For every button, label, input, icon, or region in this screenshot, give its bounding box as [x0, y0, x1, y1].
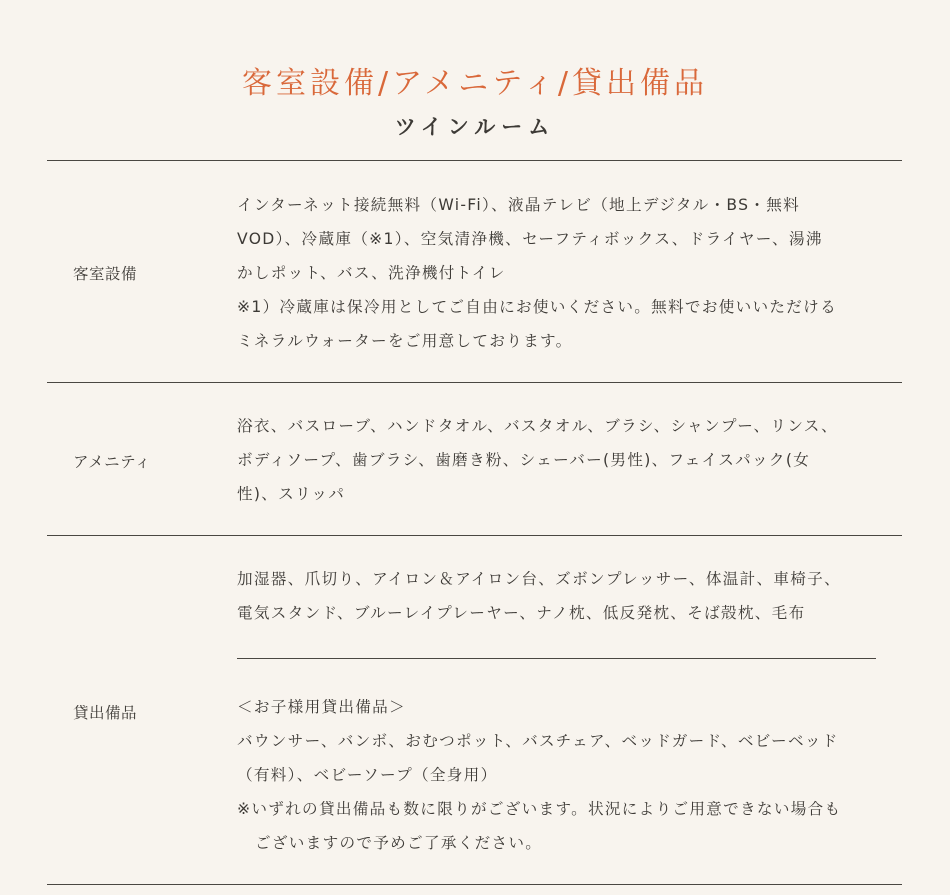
- table-top-divider: [47, 160, 902, 161]
- facilities-note-line: ※1）冷蔵庫は保冷用としてご自由にお使いください。無料でお使いいただける: [237, 298, 837, 316]
- row-divider: [47, 535, 902, 536]
- facilities-note-line: ミネラルウォーターをご用意しております。: [237, 332, 573, 350]
- facilities-text-line: VOD）、冷蔵庫（※1）、空気清浄機、セーフティボックス、ドライヤー、湯沸: [237, 230, 823, 248]
- table-bottom-divider: [47, 884, 902, 885]
- facilities-text-line: かしポット、バス、洗浄機付トイレ: [237, 264, 506, 282]
- row-divider: [47, 382, 902, 383]
- kids-rentals-heading: ＜お子様用貸出備品＞: [237, 698, 406, 716]
- amenities-label: アメニティ: [73, 453, 151, 471]
- facilities-text-line: インターネット接続無料（Wi-Fi）、液晶テレビ（地上デジタル・BS・無料: [237, 196, 800, 214]
- kids-rentals-text-line: （有料）、ベビーソープ（全身用）: [237, 766, 498, 784]
- rentals-inner-divider: [237, 658, 876, 659]
- rentals-text-line: 電気スタンド、ブルーレイプレーヤー、ナノ枕、低反発枕、そば殻枕、毛布: [237, 604, 806, 622]
- page-title: 客室設備/アメニティ/貸出備品: [241, 66, 708, 101]
- facilities-label: 客室設備: [73, 265, 138, 283]
- amenities-text-line: 性)、スリッパ: [237, 485, 346, 503]
- kids-rentals-text-line: バウンサー、バンボ、おむつポット、バスチェア、ベッドガード、ベビーベッド: [237, 732, 839, 750]
- amenities-text-line: 浴衣、バスローブ、ハンドタオル、バスタオル、ブラシ、シャンプー、リンス、: [237, 417, 838, 435]
- room-type-subtitle: ツインルーム: [394, 115, 556, 139]
- rentals-note-line: ございますので予めご了承ください。: [255, 834, 543, 852]
- rentals-text-line: 加湿器、爪切り、アイロン＆アイロン台、ズボンプレッサー、体温計、車椅子、: [237, 570, 841, 588]
- rentals-label: 貸出備品: [73, 704, 138, 722]
- amenities-text-line: ボディソープ、歯ブラシ、歯磨き粉、シェーバー(男性)、フェイスパック(女: [237, 451, 811, 469]
- rentals-note-line: ※いずれの貸出備品も数に限りがございます。状況によりご用意できない場合も: [237, 800, 842, 818]
